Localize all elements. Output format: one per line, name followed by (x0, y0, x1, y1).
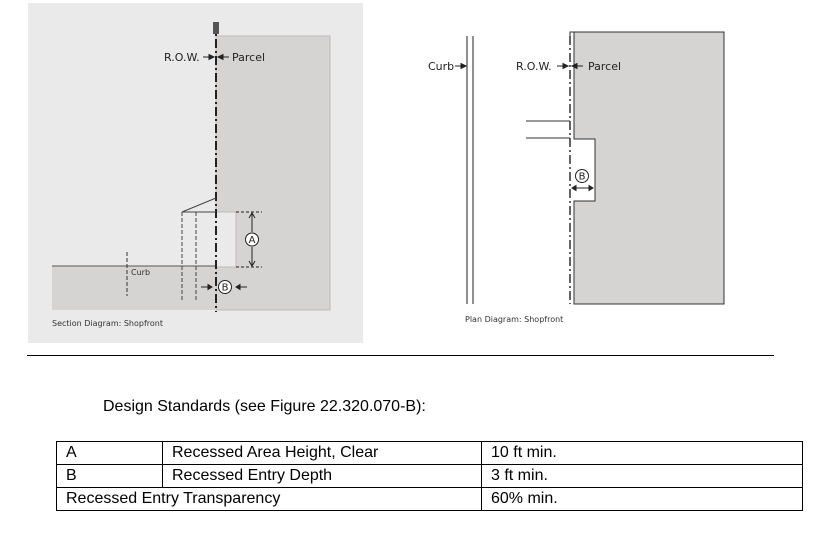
section-building (216, 36, 330, 310)
table-cell-value: 60% min. (482, 488, 803, 511)
table-row (57, 488, 803, 511)
section-parcel-label: Parcel (232, 51, 266, 64)
design-standards-heading: Design Standards (see Figure 22.320.070-B): (103, 398, 426, 415)
table-cell-standard: Recessed Entry Transparency (57, 488, 482, 511)
table-cell-code: B (57, 465, 163, 488)
section-curb-label: Curb (131, 268, 151, 277)
table-cell-value: 3 ft min. (482, 465, 803, 488)
marker-b-plan-label: B (578, 171, 586, 183)
divider-rule (27, 355, 774, 356)
marker-b-section-label: B (221, 282, 229, 294)
design-standards-table (56, 441, 803, 511)
section-diagram (28, 3, 363, 343)
plan-caption: Plan Diagram: Shopfront (465, 315, 564, 324)
plan-curb-label: Curb (428, 60, 455, 73)
table-row (57, 442, 803, 465)
marker-a-label: A (248, 235, 256, 246)
table-row (57, 465, 803, 488)
table-cell-standard: Recessed Entry Depth (163, 465, 482, 488)
section-row-label: R.O.W. (164, 51, 200, 64)
table-cell-standard: Recessed Area Height, Clear (163, 442, 482, 465)
section-caption: Section Diagram: Shopfront (52, 319, 164, 328)
table-cell-value: 10 ft min. (482, 442, 803, 465)
plan-diagram (428, 3, 774, 343)
table-cell-code: A (57, 442, 163, 465)
plan-parcel-label: Parcel (588, 60, 622, 73)
plan-row-label: R.O.W. (516, 60, 552, 73)
